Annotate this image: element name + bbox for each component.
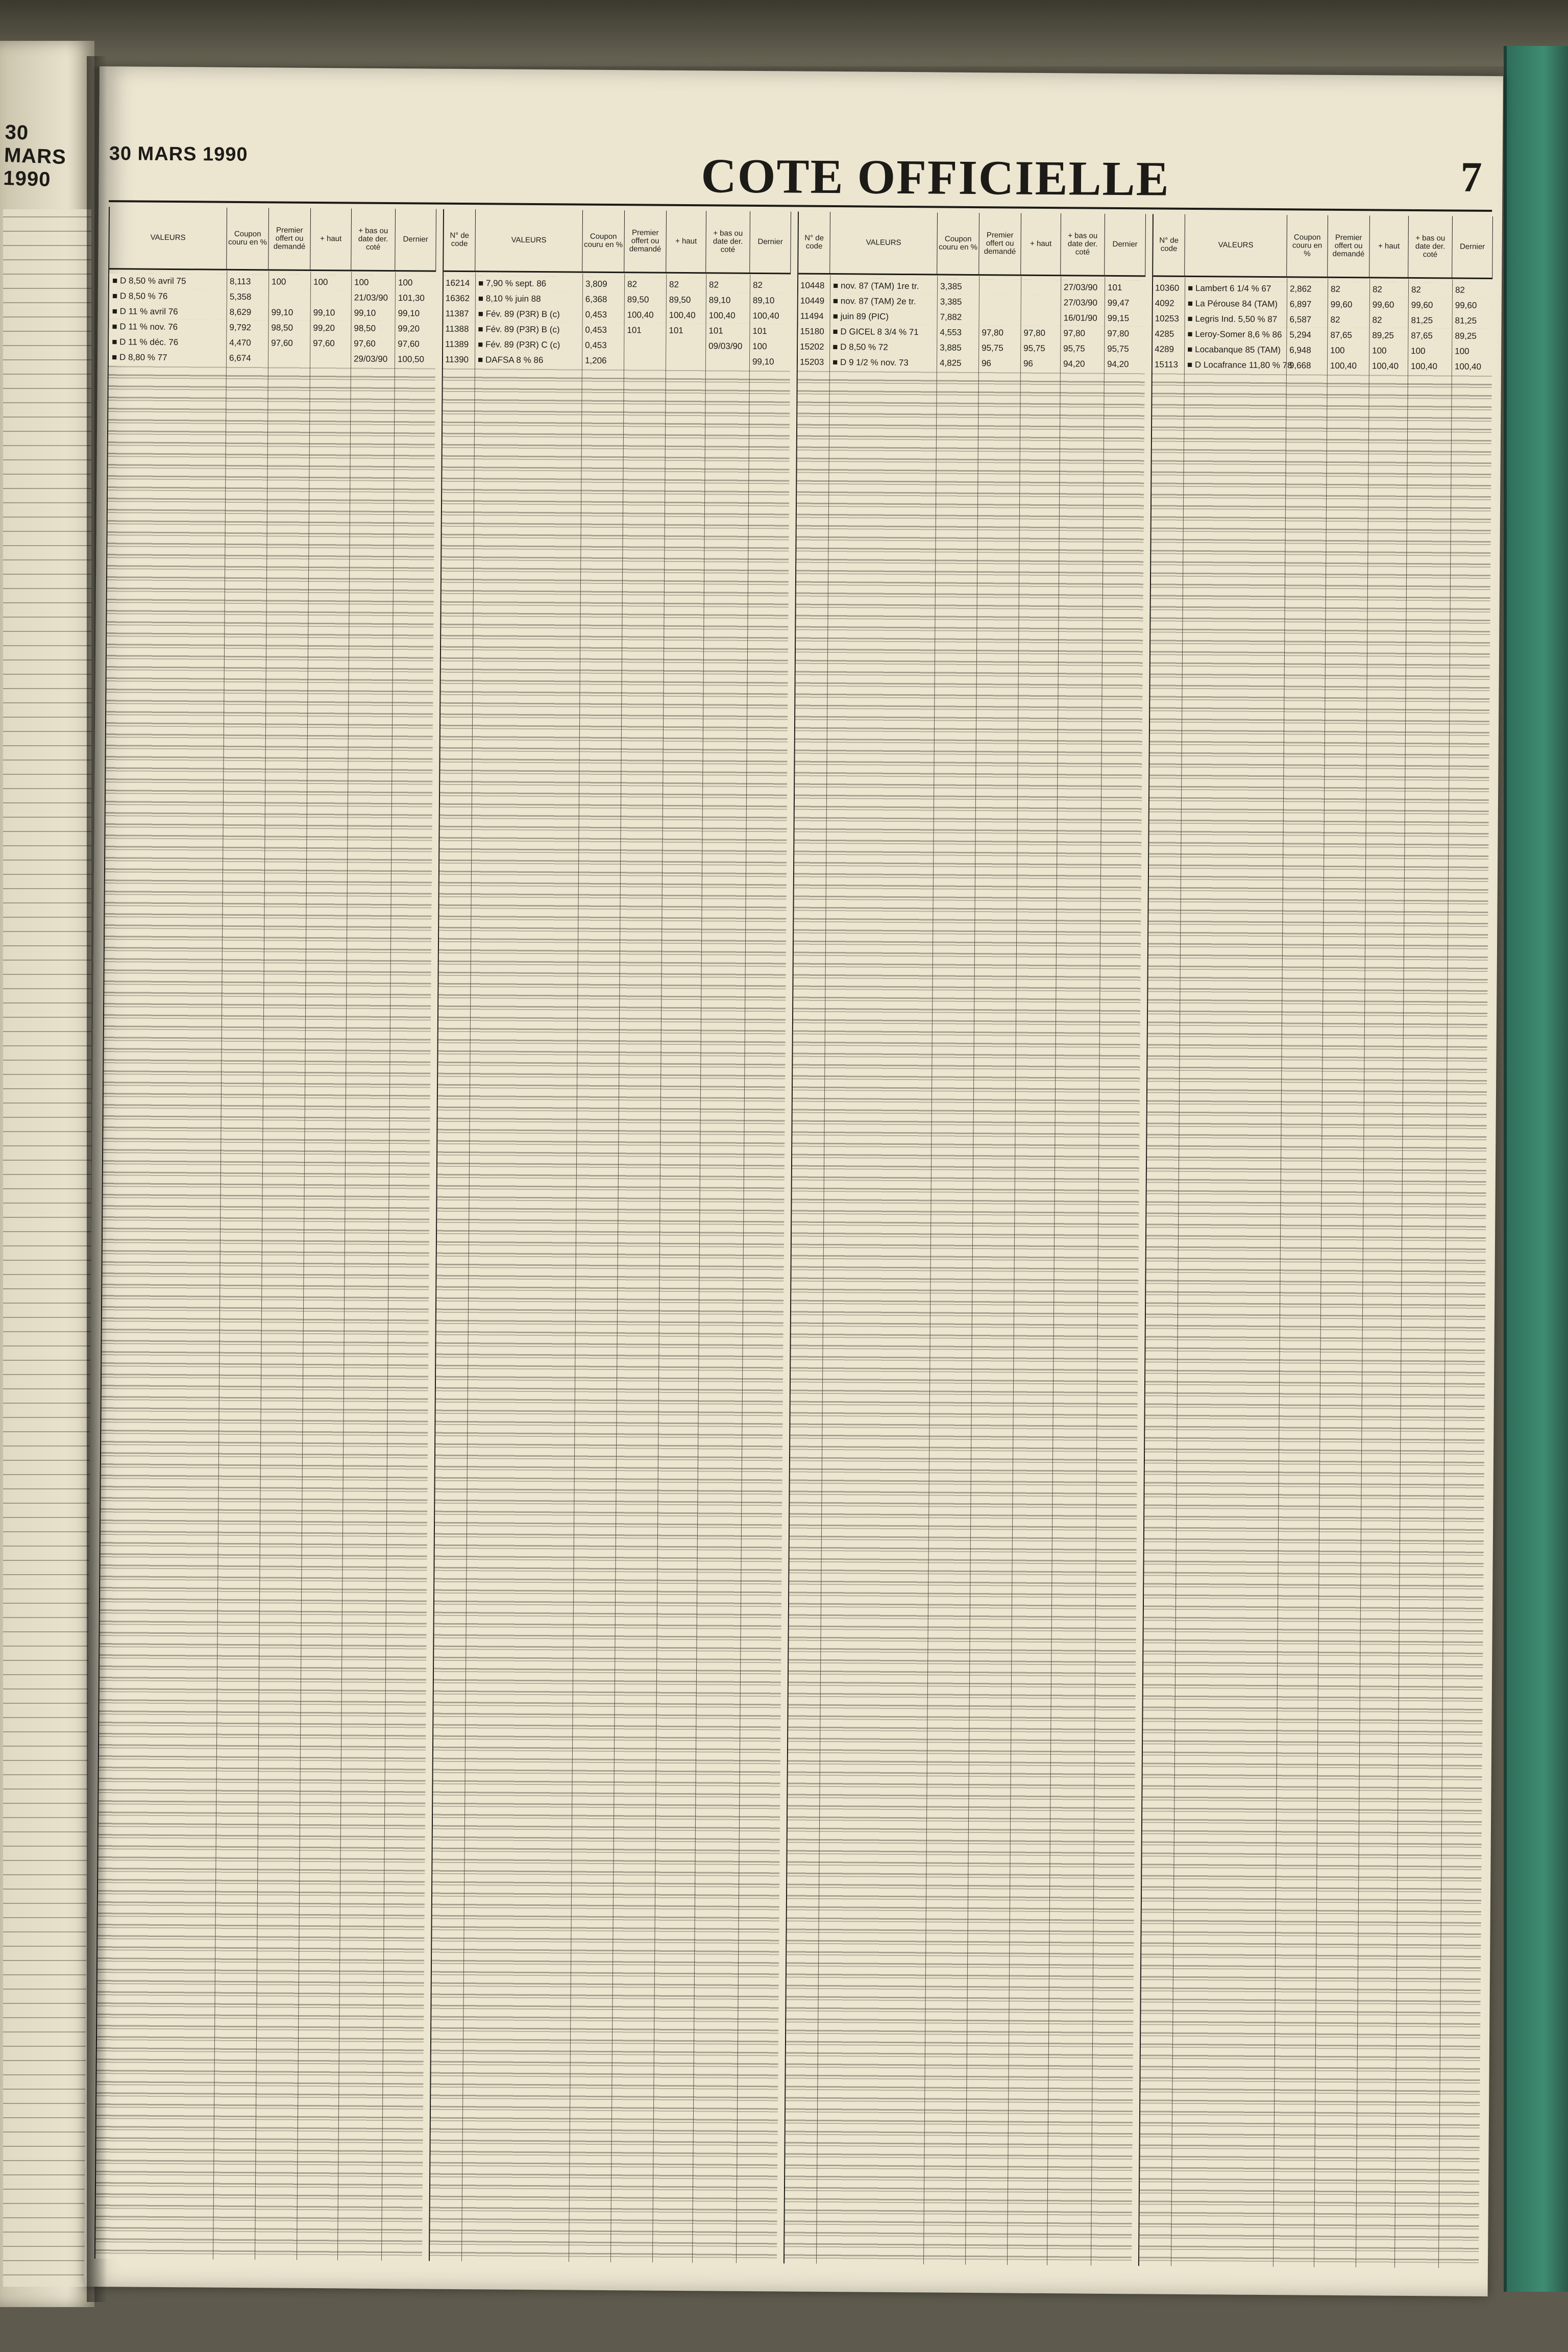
header-premier: Premier offert ou demandé [1328, 215, 1370, 277]
row-dernier: 101,30 [398, 293, 425, 303]
row-valeur: ■ D 8,80 % 77 [111, 352, 167, 362]
row-dernier: 97,60 [398, 339, 420, 349]
row-premier: 97,60 [271, 338, 293, 348]
row-premier: 82 [1330, 314, 1340, 325]
row-premier: 95,75 [982, 343, 1003, 353]
row-premier: 89,50 [627, 295, 649, 305]
row-dernier: 82 [752, 280, 763, 290]
row-bas: 09/03/90 [708, 341, 743, 351]
quote-block-2 [429, 209, 791, 2264]
row-dernier: 100 [1455, 346, 1469, 356]
header-coupon: Coupon couru en % [1287, 215, 1328, 277]
table-row [798, 355, 1145, 373]
header-haut: + haut [1021, 213, 1061, 275]
row-coupon: 3,385 [940, 281, 962, 291]
row-code: 11494 [800, 311, 824, 321]
left-page-table [3, 209, 91, 2287]
row-dernier: 101 [752, 326, 767, 336]
row-dernier: 99,47 [1107, 298, 1130, 308]
row-dernier: 97,80 [1107, 328, 1130, 339]
table-row [109, 273, 436, 290]
row-valeur: ■ D Locafrance 11,80 % 78 [1187, 359, 1292, 371]
header-coupon: Coupon couru en % [937, 212, 979, 274]
row-valeur: ■ Locabanque 85 (TAM) [1187, 344, 1281, 355]
row-coupon: 8,113 [229, 276, 251, 287]
row-valeur: ■ D 8,50 % avril 75 [112, 276, 186, 286]
quote-block-1 [94, 207, 436, 2261]
quote-block-4 [1138, 214, 1493, 2268]
row-bas: 27/03/90 [1063, 282, 1098, 292]
row-code: 10360 [1155, 283, 1180, 293]
row-bas: 100 [354, 277, 369, 287]
block-rows [109, 273, 436, 367]
header-code: N° de code [1153, 214, 1185, 275]
row-bas: 82 [708, 280, 719, 290]
row-premier: 82 [1330, 284, 1341, 294]
row-premier: 97,80 [982, 328, 1004, 338]
header-dernier: Dernier [1105, 214, 1146, 276]
row-code: 15203 [799, 357, 824, 367]
row-code: 10253 [1155, 313, 1179, 324]
row-code: 10448 [800, 280, 825, 290]
table-row [1153, 326, 1492, 344]
row-bas: 97,80 [1063, 328, 1086, 338]
row-haut: 96 [1023, 358, 1033, 369]
row-dernier: 100,40 [752, 310, 779, 321]
row-valeur: ■ D 8,50 % 76 [112, 291, 168, 301]
table-row [443, 352, 790, 370]
row-coupon: 0,453 [585, 325, 607, 335]
row-coupon: 5,294 [1289, 330, 1311, 340]
row-bas: 98,50 [354, 323, 376, 333]
row-coupon: 9,792 [229, 322, 252, 333]
row-haut: 82 [1372, 284, 1382, 295]
row-valeur: ■ D 8,50 % 72 [832, 342, 888, 352]
block-header [1153, 214, 1493, 279]
binder-edge [0, 0, 1568, 66]
row-coupon: 5,358 [229, 291, 252, 302]
row-premier: 96 [981, 358, 991, 369]
row-code: 4092 [1155, 298, 1174, 308]
row-premier: 100 [271, 277, 286, 287]
row-valeur: ■ DAFSA 8 % 86 [477, 355, 544, 365]
row-coupon: 4,825 [939, 358, 962, 368]
row-dernier: 99,20 [398, 324, 420, 334]
row-dernier: 89,10 [752, 295, 775, 306]
row-dernier: 89,25 [1455, 331, 1477, 341]
row-valeur: ■ Fév. 89 (P3R) B (c) [478, 309, 560, 320]
row-dernier: 99,15 [1107, 313, 1130, 324]
block-header [444, 209, 791, 275]
row-bas: 99,60 [1411, 300, 1433, 310]
row-bas: 29/03/90 [353, 354, 388, 364]
row-dernier: 100,50 [397, 354, 425, 364]
row-valeur: ■ 7,90 % sept. 86 [478, 278, 547, 289]
row-haut: 89,50 [669, 295, 691, 305]
row-coupon: 0,453 [585, 340, 607, 350]
row-valeur: ■ Legris Ind. 5,50 % 87 [1187, 313, 1278, 325]
row-coupon: 6,587 [1289, 314, 1312, 325]
row-code: 15113 [1154, 359, 1179, 370]
row-bas: 101 [708, 326, 723, 336]
row-dernier: 101 [1107, 282, 1122, 292]
left-page [0, 41, 94, 2307]
block-body [785, 275, 1145, 2266]
row-coupon: 4,553 [940, 327, 962, 337]
header-dernier: Dernier [1452, 216, 1493, 278]
row-haut: 95,75 [1023, 343, 1045, 353]
row-valeur: ■ Leroy-Somer 8,6 % 86 [1187, 329, 1282, 340]
row-coupon: 3,385 [940, 297, 962, 307]
row-coupon: 6,368 [585, 294, 607, 304]
row-premier: 99,10 [271, 307, 293, 317]
row-bas: 89,10 [708, 295, 731, 305]
row-code: 4285 [1155, 329, 1174, 339]
row-coupon: 6,897 [1289, 299, 1312, 309]
header-haut: + haut [1369, 215, 1409, 277]
table-row [109, 304, 436, 321]
table-row [798, 278, 1145, 296]
table-row [109, 334, 435, 352]
row-coupon: 3,809 [585, 279, 607, 289]
row-coupon: 7,882 [940, 312, 962, 322]
block-header [798, 212, 1146, 277]
row-coupon: 1,206 [584, 355, 607, 365]
row-dernier: 95,75 [1107, 344, 1129, 354]
row-premier: 82 [627, 279, 638, 289]
row-coupon: 6,948 [1289, 345, 1311, 355]
header-code: N° de code [444, 209, 476, 271]
table-row [444, 306, 791, 324]
row-dernier: 99,60 [1455, 300, 1477, 310]
header-premier: Premier offert ou demandé [624, 210, 667, 272]
row-dernier: 94,20 [1107, 359, 1129, 370]
row-dernier: 100,40 [1454, 361, 1482, 372]
row-bas: 16/01/90 [1063, 313, 1097, 323]
row-dernier: 81,25 [1455, 315, 1477, 326]
table-row [444, 276, 791, 293]
row-valeur: ■ nov. 87 (TAM) 2e tr. [832, 296, 916, 307]
header-coupon: Coupon couru en % [227, 208, 269, 270]
row-premier: 100 [1330, 345, 1345, 356]
block-rows [798, 278, 1145, 373]
block-header [109, 207, 436, 272]
row-haut: 100,40 [1371, 361, 1399, 371]
row-valeur: ■ nov. 87 (TAM) 1re tr. [832, 281, 919, 291]
row-valeur: ■ D 9 1/2 % nov. 73 [832, 357, 909, 368]
header-haut: + haut [666, 211, 706, 273]
quote-block-3 [783, 212, 1146, 2266]
header-bas: + bas ou date der. coté [706, 211, 750, 273]
table-row [444, 291, 791, 309]
table-row [798, 324, 1145, 342]
page-title: COTE OFFICIELLE [701, 148, 1170, 206]
row-code: 15202 [800, 341, 824, 352]
row-code: 11390 [445, 354, 469, 365]
header-dernier: Dernier [750, 211, 791, 273]
row-bas: 100 [1411, 346, 1426, 356]
row-premier: 87,65 [1330, 330, 1352, 340]
row-code: 10449 [800, 296, 825, 306]
row-bas: 94,20 [1063, 359, 1085, 369]
row-code: 11387 [445, 308, 469, 319]
table-row [443, 322, 790, 339]
row-valeur: ■ La Pérouse 84 (TAM) [1187, 298, 1278, 309]
row-valeur: ■ D 11 % nov. 76 [112, 322, 178, 332]
row-haut: 89,25 [1372, 330, 1394, 340]
row-code: 4289 [1155, 344, 1174, 354]
row-dernier: 99,10 [398, 308, 420, 318]
block-rows [443, 276, 791, 370]
row-haut: 97,60 [313, 338, 335, 349]
row-premier: 99,60 [1330, 299, 1353, 310]
row-coupon: 0,453 [585, 309, 607, 320]
row-bas: 82 [1411, 284, 1421, 295]
block-body [95, 270, 436, 2261]
row-valeur: ■ Fév. 89 (P3R) B (c) [478, 324, 560, 335]
right-page [84, 66, 1503, 2296]
row-haut: 100,40 [669, 310, 696, 321]
row-premier: 98,50 [271, 323, 293, 333]
page-number: 7 [1460, 153, 1482, 201]
row-haut: 99,10 [313, 307, 335, 318]
row-code: 16214 [445, 278, 470, 288]
green-binder-cover [1504, 46, 1568, 2292]
block-rows [1153, 280, 1492, 375]
left-page-date: 30 MARS 1990 [3, 120, 67, 191]
header-coupon: Coupon couru en % [582, 210, 625, 272]
table-row [443, 337, 790, 355]
row-code: 11389 [445, 339, 469, 350]
book-gutter [87, 56, 107, 2302]
row-haut: 100 [313, 277, 328, 287]
row-coupon: 8,629 [229, 307, 252, 317]
header-premier: Premier offert ou demandé [979, 213, 1021, 275]
table-row [1153, 341, 1492, 359]
row-valeur: ■ Fév. 89 (P3R) C (c) [478, 339, 560, 350]
row-premier: 101 [627, 325, 642, 335]
table-row [109, 350, 435, 367]
table-row [1153, 280, 1492, 298]
row-dernier: 82 [1455, 285, 1465, 295]
row-coupon: 2,862 [1289, 284, 1312, 294]
header-dernier: Dernier [395, 209, 436, 271]
row-bas: 27/03/90 [1063, 298, 1098, 308]
table-row [798, 309, 1145, 327]
row-premier: 100,40 [627, 310, 654, 320]
row-dernier: 100 [398, 278, 413, 288]
row-haut: 100 [1372, 346, 1387, 356]
header-valeurs: VALEURS [475, 209, 583, 271]
header-premier: Premier offert ou demandé [268, 208, 311, 270]
row-bas: 21/03/90 [354, 292, 388, 303]
row-valeur: ■ juin 89 (PIC) [832, 311, 889, 322]
row-coupon: 6,674 [229, 353, 251, 363]
row-valeur: ■ D GICEL 8 3/4 % 71 [832, 327, 919, 337]
row-haut: 82 [1372, 315, 1382, 325]
row-valeur: ■ D 11 % avril 76 [112, 306, 178, 317]
header-bas: + bas ou date der. coté [351, 208, 396, 270]
row-dernier: 100 [752, 341, 767, 352]
row-coupon: 4,470 [229, 337, 251, 348]
row-valeur: ■ Lambert 6 1/4 % 67 [1187, 283, 1271, 294]
row-bas: 100,40 [708, 310, 736, 321]
table-row [109, 288, 436, 306]
row-bas: 97,60 [354, 338, 376, 349]
header-valeurs: VALEURS [1185, 214, 1287, 276]
row-valeur: ■ D 11 % déc. 76 [112, 337, 179, 348]
page-date: 30 MARS 1990 [109, 143, 248, 166]
row-bas: 100,40 [1410, 361, 1438, 372]
row-dernier: 99,10 [752, 356, 774, 367]
row-code: 16362 [445, 293, 470, 304]
block-body [430, 273, 791, 2264]
header-haut: + haut [310, 208, 352, 270]
table-row [798, 293, 1145, 311]
row-haut: 101 [669, 325, 683, 335]
table-row [109, 319, 435, 336]
row-coupon: 9,668 [1289, 360, 1311, 371]
row-code: 15180 [800, 326, 824, 336]
table-row [798, 339, 1145, 357]
row-coupon: 3,885 [940, 342, 962, 353]
header-valeurs: VALEURS [109, 207, 227, 269]
row-bas: 95,75 [1063, 344, 1085, 354]
row-bas: 81,25 [1411, 315, 1433, 326]
row-premier: 100,40 [1330, 360, 1357, 371]
table-row [1153, 357, 1492, 375]
header-code: N° de code [798, 212, 830, 273]
header-valeurs: VALEURS [830, 212, 938, 274]
row-haut: 82 [669, 279, 679, 289]
table-row [1153, 296, 1492, 313]
row-haut: 99,60 [1372, 300, 1394, 310]
row-bas: 87,65 [1411, 330, 1433, 341]
table-row [1153, 311, 1492, 329]
row-haut: 99,20 [313, 323, 335, 333]
header-bas: + bas ou date der. coté [1061, 213, 1105, 275]
row-bas: 99,10 [354, 308, 376, 318]
row-haut: 97,80 [1023, 328, 1046, 338]
row-code: 11388 [445, 324, 469, 334]
row-valeur: ■ 8,10 % juin 88 [478, 293, 541, 304]
header-bas: + bas ou date der. coté [1408, 216, 1453, 278]
